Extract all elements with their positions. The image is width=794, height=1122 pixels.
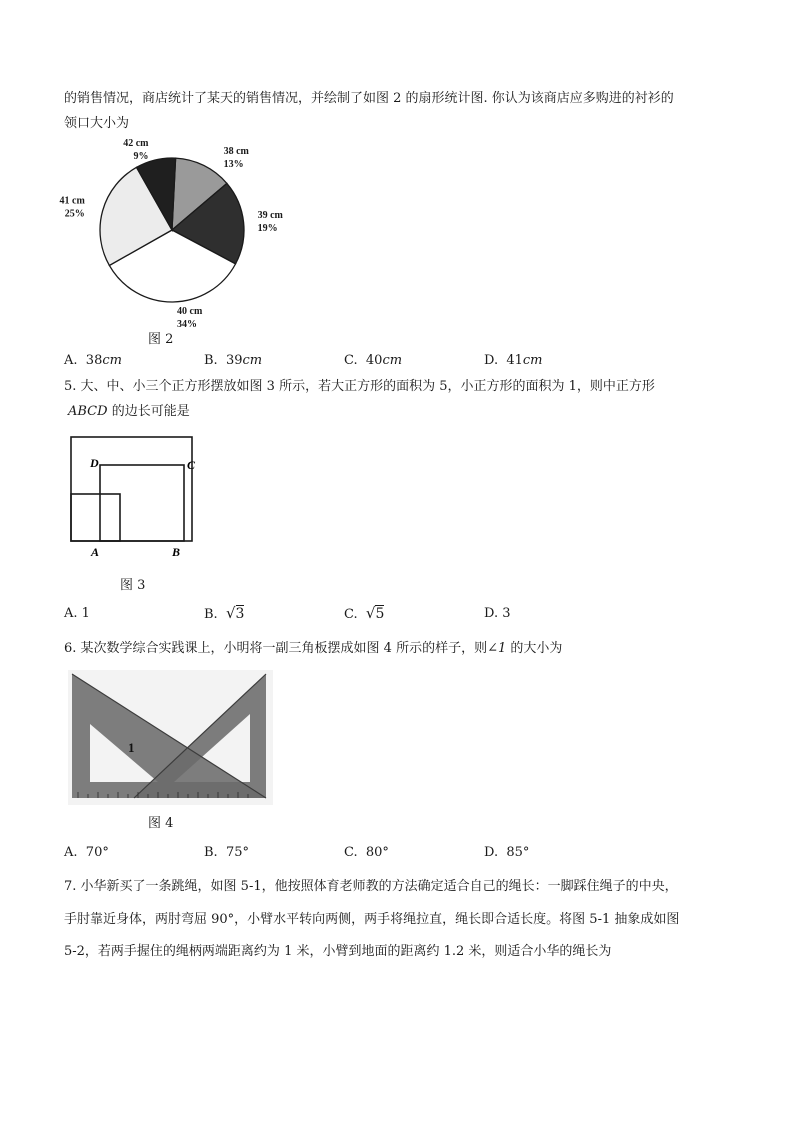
option-value: 80°: [365, 845, 389, 860]
q4-text-line-2: 领口大小为: [64, 116, 130, 131]
q7-text-line-1: 7. 小华新买了一条跳绳，如图 5-1，他按照体育老师教的方法确定适合自己的绳长：一脚踩住绳子的中央，: [64, 879, 678, 894]
q5-option-a[interactable]: [64, 606, 90, 621]
option-letter: C.: [344, 845, 358, 860]
q6-text-pre: 6. 某次数学综合实践课上，小明将一副三角板摆成如图 4 所示的样子，则: [64, 641, 488, 656]
option-value: 1: [81, 606, 90, 621]
angle-1-label: 1: [128, 740, 135, 755]
pie-label-size-1: 39 cm: [257, 209, 283, 221]
pie-label-pct-1: 19%: [257, 222, 278, 234]
q4-text-line-1: 的销售情况，商店统计了某天的销售情况，并绘制了如图 2 的扇形统计图. 你认为该商店应多购进的衬衫的: [64, 91, 674, 106]
option-value: 38: [85, 353, 103, 368]
label-d: D: [90, 456, 99, 470]
q6-angle: ∠1: [487, 641, 507, 656]
q6-text-line-1: [64, 640, 562, 658]
q5-option-c[interactable]: [344, 604, 384, 622]
radicand: 3: [235, 606, 245, 622]
option-value: 70°: [85, 845, 109, 860]
option-letter: C.: [344, 353, 358, 368]
q7-text-line-3: 5-2，若两手握住的绳柄两端距离约为 1 米，小臂到地面的距离约 1.2 米，则适合小华的绳长为: [64, 944, 612, 959]
pie-label-pct-0: 13%: [223, 158, 244, 170]
option-value: 39: [225, 353, 243, 368]
option-letter: A.: [64, 606, 78, 621]
q7-text-line-2: 手肘靠近身体，两肘弯屈 90°，小臂水平转向两侧，两手将绳拉直，绳长即合适长度。将图 5-1 抽象成如图: [64, 912, 680, 927]
option-letter: A.: [64, 845, 78, 860]
figure-3-caption: 图 3: [120, 578, 146, 593]
pie-label-size-0: 38 cm: [223, 145, 249, 157]
pie-label-pct-4: 9%: [133, 151, 149, 162]
option-value: 75°: [225, 845, 249, 860]
q5-option-b[interactable]: [204, 604, 244, 622]
set-squares-figure: [68, 670, 273, 805]
figure-2-caption: 图 2: [148, 332, 174, 347]
option-unit: cm: [382, 353, 403, 368]
option-letter: A.: [64, 353, 78, 368]
pie-label-size-4: 42 cm: [123, 138, 149, 149]
option-value: 3: [502, 606, 511, 621]
q5-text-line-1: 5. 大、中、小三个正方形摆放如图 3 所示，若大正方形的面积为 5，小正方形的面积为 1，则中正方形: [64, 379, 655, 394]
label-a: A: [91, 545, 100, 559]
q6-option-b[interactable]: [204, 845, 249, 860]
label-c: C: [187, 458, 196, 472]
q4-option-d[interactable]: [484, 353, 543, 368]
q6-option-c[interactable]: [344, 845, 389, 860]
small-square: [71, 494, 120, 541]
q4-option-c[interactable]: [344, 353, 402, 368]
pie-label-size-2: 40 cm: [177, 306, 203, 317]
q5-var: ABCD: [68, 404, 108, 419]
option-letter: B.: [204, 353, 218, 368]
q6-option-d[interactable]: [484, 845, 529, 860]
figure-4-caption: 图 4: [148, 816, 174, 831]
squares-figure: [60, 432, 200, 562]
option-letter: C.: [344, 607, 358, 622]
pie-slices: [100, 158, 244, 302]
pie-chart: [59, 138, 283, 330]
option-letter: B.: [204, 845, 218, 860]
radicand: 5: [375, 606, 385, 622]
large-square: [71, 437, 192, 541]
q5-text-line-2: [68, 403, 190, 421]
pie-label-pct-2: 34%: [177, 319, 197, 330]
option-value: 41: [506, 353, 523, 368]
option-value: 85°: [506, 845, 530, 860]
pie-label-size-3: 41 cm: [59, 195, 85, 207]
option-value: 40: [365, 353, 383, 368]
q5-option-d[interactable]: [484, 606, 511, 621]
q4-option-b[interactable]: [204, 353, 262, 368]
option-letter: D.: [484, 353, 499, 368]
q6-option-a[interactable]: [64, 845, 109, 860]
sqrt-symbol: √: [365, 604, 376, 622]
option-unit: cm: [102, 353, 122, 368]
option-letter: D.: [484, 845, 499, 860]
q5-rest: 的边长可能是: [107, 404, 190, 419]
sqrt-symbol: √: [225, 604, 236, 622]
q4-option-a[interactable]: [64, 353, 122, 368]
pie-label-pct-3: 25%: [64, 208, 85, 220]
option-letter: B.: [204, 607, 218, 622]
option-letter: D.: [484, 606, 499, 621]
middle-square: [100, 465, 184, 541]
label-b: B: [172, 545, 181, 559]
option-unit: cm: [522, 353, 543, 368]
q6-text-post: 的大小为: [506, 641, 563, 656]
option-unit: cm: [242, 353, 263, 368]
